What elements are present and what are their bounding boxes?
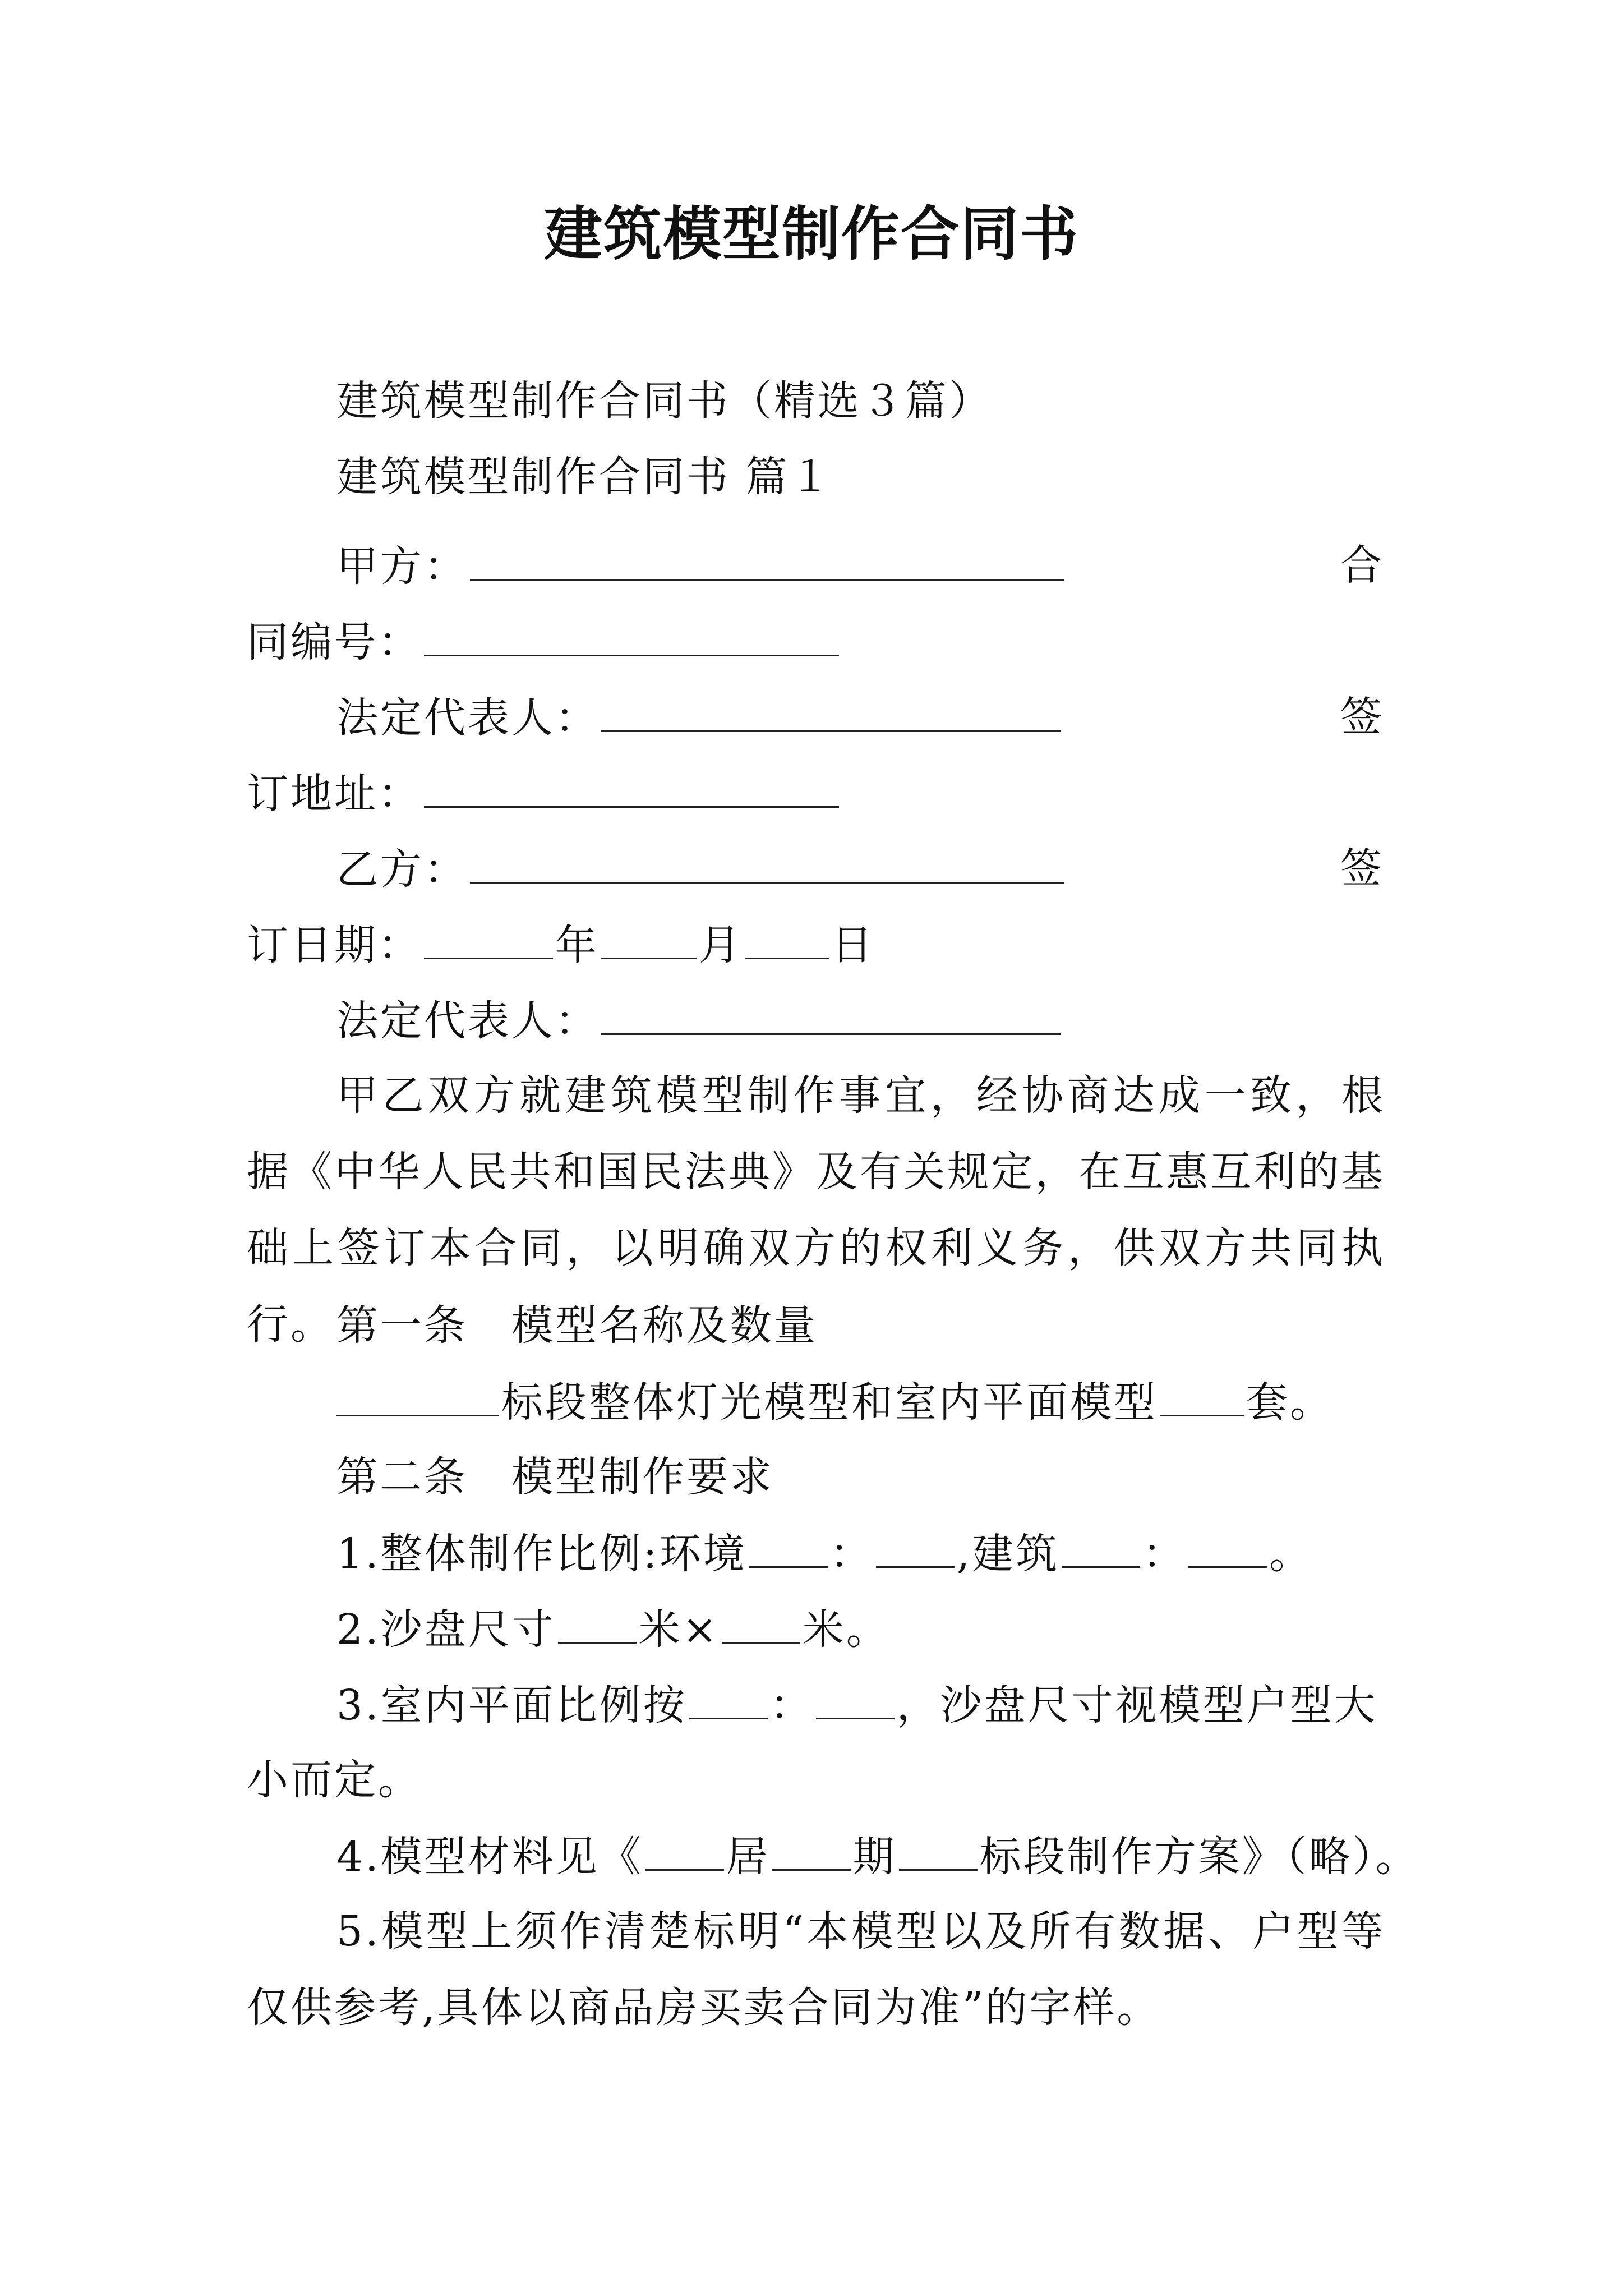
party-a-label: 甲方： — [336, 542, 468, 591]
sign-addr-label: 订地址： — [247, 770, 422, 818]
document-title: 建筑模型制作合同书 — [543, 199, 1079, 268]
sign-addr-blank[interactable] — [424, 765, 839, 808]
interior-scale-b-blank[interactable] — [816, 1676, 895, 1719]
year-blank[interactable] — [424, 916, 553, 959]
legal-rep-b-blank[interactable] — [601, 992, 1061, 1035]
subtitle: 建筑模型制作合同书（精选３篇） — [336, 377, 993, 425]
sign-date-tail: 签 — [1340, 844, 1382, 892]
article1-text-a: 标段整体灯光模型和室内平面模型 — [501, 1378, 1158, 1427]
sandtable-len-blank[interactable] — [558, 1600, 637, 1644]
item-5: 5.模型上须作清楚标明“本模型以及所有数据、户型等仅供参考,具体以商品房买卖合同为准”的字样。 — [247, 1907, 1385, 2032]
set-count-blank[interactable] — [1160, 1373, 1244, 1416]
item-3-cont: 小而定。 — [247, 1756, 422, 1804]
article1-title: 第一条 模型名称及数量 — [336, 1301, 818, 1350]
party-b-blank[interactable] — [470, 840, 1064, 884]
legal-rep-a-blank[interactable] — [601, 689, 1061, 732]
item4-text-a: 4.模型材料见《 — [336, 1833, 643, 1881]
day-blank[interactable] — [745, 916, 829, 959]
item4-text-b: 居 — [726, 1833, 770, 1881]
item3-text-a: 3.室内平面比例按 — [336, 1681, 687, 1729]
article2-title: 第二条 模型制作要求 — [336, 1453, 774, 1501]
day-label: 日 — [831, 921, 875, 969]
sandtable-wid-blank[interactable] — [722, 1600, 800, 1644]
item3-colon: ： — [769, 1681, 814, 1729]
community-blank[interactable] — [645, 1828, 724, 1871]
item-2 — [336, 1600, 1402, 1658]
item2-text-c: 米。 — [802, 1605, 890, 1654]
item2-text-b: 米× — [638, 1605, 720, 1654]
party-a-row — [336, 537, 1402, 595]
article1-body — [336, 1373, 1402, 1430]
item3-text-c: ，沙盘尺寸视模型户型大 — [896, 1681, 1378, 1729]
legal-rep-a-row — [336, 689, 1402, 746]
env-scale-b-blank[interactable] — [876, 1525, 955, 1568]
item1-text-a: 1.整体制作比例:环境 — [336, 1530, 747, 1578]
section-name-blank[interactable] — [336, 1373, 499, 1416]
item1-colon-a: ： — [829, 1530, 874, 1578]
section-blank[interactable] — [899, 1828, 978, 1871]
party-b-row — [336, 840, 1402, 898]
item1-colon-b: ： — [1142, 1530, 1187, 1578]
sign-date-row — [247, 916, 1402, 973]
sign-addr-row — [247, 765, 1402, 822]
party-b-label: 乙方： — [336, 845, 468, 894]
article1-text-b: 套。 — [1246, 1378, 1334, 1427]
item4-text-c: 期 — [852, 1833, 897, 1881]
interior-scale-a-blank[interactable] — [689, 1676, 768, 1719]
part-heading: 建筑模型制作合同书 篇１ — [336, 453, 833, 501]
item-1 — [336, 1525, 1402, 1582]
item1-end: 。 — [1269, 1530, 1313, 1578]
item1-text-c: ,建筑 — [956, 1530, 1060, 1578]
item-3 — [336, 1676, 1402, 1733]
contract-no-blank[interactable] — [424, 613, 839, 656]
month-label: 月 — [699, 921, 743, 969]
bldg-scale-a-blank[interactable] — [1062, 1525, 1140, 1568]
legal-rep-a-label: 法定代表人： — [336, 694, 599, 742]
contract-no-label: 同编号： — [247, 618, 422, 666]
month-blank[interactable] — [601, 916, 697, 959]
contract-no-tail: 合 — [1340, 541, 1382, 590]
legal-rep-b-label: 法定代表人： — [336, 997, 599, 1045]
contract-no-row — [247, 613, 1402, 670]
item-4 — [336, 1828, 1419, 1885]
env-scale-a-blank[interactable] — [749, 1525, 828, 1568]
party-a-blank[interactable] — [470, 537, 1064, 581]
item2-text-a: 2.沙盘尺寸 — [336, 1605, 556, 1654]
sign-date-label: 订日期： — [247, 921, 422, 969]
bldg-scale-b-blank[interactable] — [1188, 1525, 1267, 1568]
phase-blank[interactable] — [772, 1828, 851, 1871]
year-label: 年 — [555, 921, 599, 969]
intro-paragraph: 甲乙双方就建筑模型制作事宜，经协商达成一致，根据《中华人民共和国民法典》及有关规定，在互惠互利的基础上签订本合同，以明确双方的权利义务，供双方共同执行。 — [247, 1071, 1385, 1349]
item4-text-d: 标段制作方案》（略）。 — [979, 1833, 1419, 1881]
legal-rep-b-row — [336, 992, 1402, 1049]
sign-addr-tail: 签 — [1340, 693, 1382, 741]
